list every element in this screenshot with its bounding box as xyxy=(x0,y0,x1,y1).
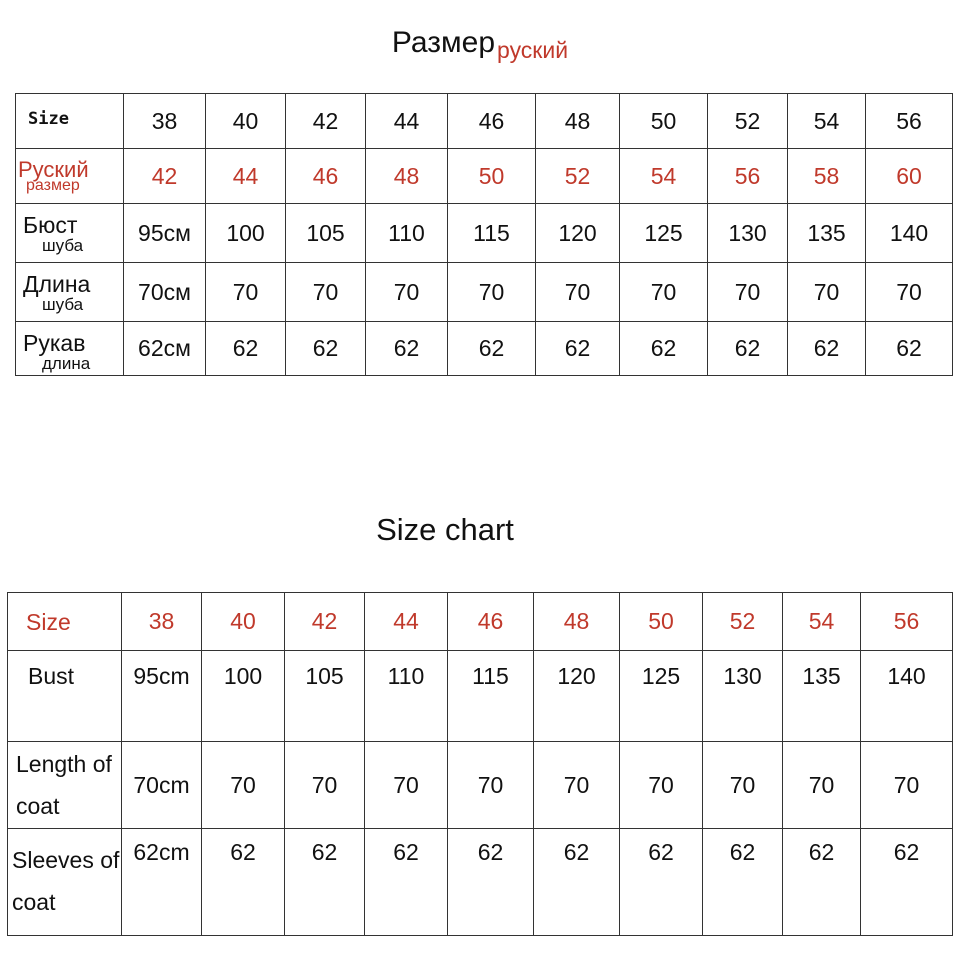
table-cell: 70 xyxy=(206,263,286,322)
table-cell: 56 xyxy=(708,149,788,204)
table-cell: 70 xyxy=(783,742,861,829)
row-label: Длина xyxy=(23,271,91,297)
english-table-row xyxy=(8,651,953,742)
table-cell: 62 xyxy=(365,829,448,936)
row-label-cell xyxy=(16,94,124,149)
table-cell: 70 xyxy=(861,742,953,829)
table-cell: 70 xyxy=(788,263,866,322)
english-table-row xyxy=(8,829,953,936)
table-cell: 70cm xyxy=(122,742,202,829)
table-cell: 50 xyxy=(448,149,536,204)
table-cell: 100 xyxy=(202,651,285,742)
table-cell: 130 xyxy=(708,204,788,263)
table-cell: 130 xyxy=(703,651,783,742)
table-cell: 70 xyxy=(365,742,448,829)
russian-table-row xyxy=(16,263,953,322)
table-cell: 62 xyxy=(285,829,365,936)
table-cell: 40 xyxy=(202,593,285,651)
table-cell: 62 xyxy=(866,322,953,376)
table-cell: 46 xyxy=(286,149,366,204)
russian-title-main: Размер xyxy=(391,26,496,59)
russian-table-row xyxy=(16,322,953,376)
russian-size-table xyxy=(15,93,953,376)
table-cell: 120 xyxy=(534,651,620,742)
row-sublabel: шуба xyxy=(42,236,84,255)
row-label: Bust xyxy=(8,651,122,742)
table-cell: 62 xyxy=(783,829,861,936)
table-cell: 62 xyxy=(620,829,703,936)
table-cell: 40 xyxy=(206,94,286,149)
table-cell: 46 xyxy=(448,94,536,149)
table-cell: 70 xyxy=(620,742,703,829)
table-cell: 54 xyxy=(788,94,866,149)
table-cell: 38 xyxy=(124,94,206,149)
english-table-row xyxy=(8,742,953,829)
table-cell: 56 xyxy=(861,593,953,651)
table-cell: 70 xyxy=(866,263,953,322)
table-cell: 54 xyxy=(783,593,861,651)
table-cell: 125 xyxy=(620,204,708,263)
table-cell: 70 xyxy=(366,263,448,322)
table-cell: 135 xyxy=(788,204,866,263)
table-cell: 62 xyxy=(366,322,448,376)
russian-table-row xyxy=(16,204,953,263)
row-label: Руский xyxy=(18,157,89,182)
table-cell: 52 xyxy=(703,593,783,651)
table-cell: 95cm xyxy=(122,651,202,742)
row-label-cell xyxy=(16,263,124,322)
table-cell: 115 xyxy=(448,651,534,742)
english-size-table xyxy=(7,592,953,936)
row-sublabel: длина xyxy=(42,354,91,373)
table-cell: 70 xyxy=(534,742,620,829)
table-cell: 70 xyxy=(285,742,365,829)
russian-table-row xyxy=(16,94,953,149)
russian-title-sub: руский xyxy=(497,37,569,63)
table-cell: 135 xyxy=(783,651,861,742)
table-cell: 48 xyxy=(534,593,620,651)
table-cell: 70 xyxy=(202,742,285,829)
table-cell: 52 xyxy=(536,149,620,204)
table-cell: 70 xyxy=(703,742,783,829)
table-cell: 70 xyxy=(286,263,366,322)
table-cell: 95см xyxy=(124,204,206,263)
table-cell: 50 xyxy=(620,593,703,651)
table-cell: 105 xyxy=(286,204,366,263)
size-chart-title: Size chart xyxy=(376,512,514,547)
english-table-row xyxy=(8,593,953,651)
table-cell: 70см xyxy=(124,263,206,322)
table-cell: 42 xyxy=(286,94,366,149)
table-cell: 100 xyxy=(206,204,286,263)
table-cell: 70 xyxy=(448,263,536,322)
table-cell: 62 xyxy=(534,829,620,936)
table-cell: 44 xyxy=(365,593,448,651)
row-label-cell xyxy=(16,322,124,376)
table-cell: 110 xyxy=(365,651,448,742)
table-cell: 42 xyxy=(124,149,206,204)
table-cell: 70 xyxy=(620,263,708,322)
table-cell: 105 xyxy=(285,651,365,742)
table-cell: 42 xyxy=(285,593,365,651)
table-cell: 125 xyxy=(620,651,703,742)
table-cell: 60 xyxy=(866,149,953,204)
table-cell: 62 xyxy=(448,829,534,936)
table-cell: 62 xyxy=(448,322,536,376)
table-cell: 140 xyxy=(866,204,953,263)
table-cell: 70 xyxy=(536,263,620,322)
table-cell: 62см xyxy=(124,322,206,376)
table-cell: 46 xyxy=(448,593,534,651)
table-cell: 62 xyxy=(788,322,866,376)
table-cell: 70 xyxy=(448,742,534,829)
table-cell: 62 xyxy=(206,322,286,376)
row-label: Length of coat xyxy=(8,742,122,829)
table-cell: 58 xyxy=(788,149,866,204)
table-cell: 110 xyxy=(366,204,448,263)
table-cell: 48 xyxy=(536,94,620,149)
table-cell: 115 xyxy=(448,204,536,263)
row-sublabel: размер xyxy=(26,177,80,194)
row-label: Рукав xyxy=(23,330,86,356)
russian-size-title xyxy=(0,26,960,64)
row-label: Size xyxy=(28,109,69,129)
row-label-cell xyxy=(16,149,124,204)
row-label-cell xyxy=(16,204,124,263)
table-cell: 54 xyxy=(620,149,708,204)
table-cell: 38 xyxy=(122,593,202,651)
table-cell: 62cm xyxy=(122,829,202,936)
table-cell: 50 xyxy=(620,94,708,149)
table-cell: 62 xyxy=(536,322,620,376)
table-cell: 62 xyxy=(620,322,708,376)
table-cell: 70 xyxy=(708,263,788,322)
table-cell: 62 xyxy=(286,322,366,376)
table-cell: 48 xyxy=(366,149,448,204)
row-sublabel: шуба xyxy=(42,295,84,314)
table-cell: 62 xyxy=(703,829,783,936)
row-label: Size xyxy=(8,593,122,651)
row-label: Sleeves of coat xyxy=(8,829,122,936)
table-cell: 62 xyxy=(708,322,788,376)
table-cell: 62 xyxy=(861,829,953,936)
table-cell: 62 xyxy=(202,829,285,936)
table-cell: 120 xyxy=(536,204,620,263)
table-cell: 56 xyxy=(866,94,953,149)
table-cell: 44 xyxy=(206,149,286,204)
russian-table-row xyxy=(16,149,953,204)
table-cell: 52 xyxy=(708,94,788,149)
table-cell: 140 xyxy=(861,651,953,742)
row-label: Бюст xyxy=(23,212,78,238)
table-cell: 44 xyxy=(366,94,448,149)
